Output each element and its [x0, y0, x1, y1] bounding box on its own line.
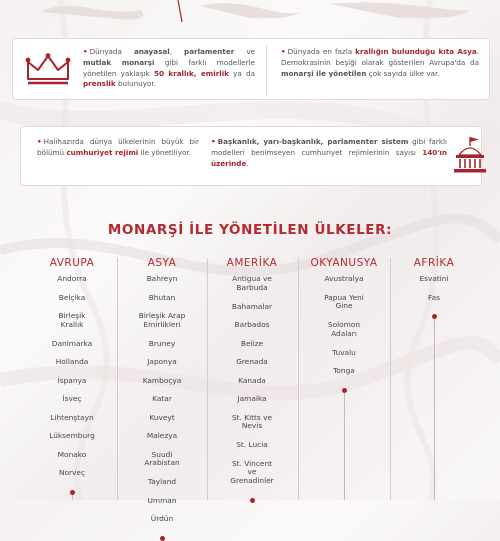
region-title: AMERİKA	[226, 257, 278, 269]
country-item: St. Kitts ve Nevis	[231, 412, 273, 430]
country-item: Barbados	[234, 320, 270, 329]
country-item: Kamboçya	[142, 375, 182, 385]
country-item: Jamaika	[237, 394, 267, 403]
country-item: Grenada	[236, 357, 268, 366]
country-item: Bahreyn	[146, 274, 178, 283]
list-end-dot	[160, 536, 165, 541]
country-item: Danimarka	[51, 338, 93, 348]
country-item: St. Lucia	[236, 440, 268, 449]
column-separator	[390, 258, 391, 500]
list-end-dot	[250, 498, 255, 503]
country-item: Katar	[152, 394, 172, 403]
region-title: AVRUPA	[49, 257, 95, 269]
country-item: Kanada	[238, 375, 266, 385]
country-item: Solomon Adaları	[327, 320, 361, 338]
region-title: AFRİKA	[413, 257, 455, 269]
country-item: Suudi Arabistan	[144, 449, 180, 467]
country-item: Tayland	[147, 477, 177, 486]
section-heading: MONARŞİ İLE YÖNETİLEN ÜLKELER:	[107, 222, 393, 238]
fact-republic-majority: • Halihazırda dünya ülkelerinin büyük bir bölümü cumhuriyet rejimi ile yönetiliyor.	[37, 137, 199, 157]
country-item: Lüksemburg	[49, 431, 95, 440]
country-item: Belçika	[58, 292, 86, 302]
fact-republic-count: • Başkanlık, yarı-başkanlık, parlamenter sistem gibi farklı modelleri benimseyen cumhuriyet rejimlerinin sayısı 140'ın üzerinde.	[211, 137, 448, 168]
fact-monarchy-count: • Dünyada anayasal, parlamenter ve mutlak monarşi gibi farklı modellerle yönetilen yaklaşık 50 krallık, emirlik ya da prenslik bulunuyor.	[83, 47, 255, 89]
country-item: Bhutan	[148, 292, 176, 302]
country-item: St. Vincent ve Grenadinler	[230, 458, 274, 485]
country-item: Monako	[57, 449, 87, 459]
country-list	[208, 275, 296, 496]
country-list	[118, 275, 206, 534]
country-item: Andorra	[57, 274, 87, 283]
country-item: Papua Yeni Gine	[324, 292, 364, 310]
country-item: Umman	[147, 495, 177, 505]
country-item: Norveç	[58, 468, 86, 477]
country-item: Belize	[240, 338, 264, 348]
country-item: Antigua ve Barbuda	[232, 274, 272, 292]
country-item: Fas	[428, 292, 440, 302]
region-title: ASYA	[147, 257, 177, 269]
country-item: Bahamalar	[231, 301, 273, 311]
card-divider	[266, 45, 267, 95]
country-item: Birleşik Krallık	[58, 311, 86, 329]
monarchy-facts-card	[12, 38, 490, 100]
crown-icon	[23, 53, 73, 87]
republic-facts-card	[20, 126, 482, 186]
country-item: İsveç	[62, 394, 82, 403]
world-map-strip	[0, 0, 500, 22]
country-item: Avustralya	[324, 274, 364, 283]
column-separator	[298, 258, 299, 500]
country-item: Ürdün	[150, 514, 174, 523]
country-item: Esvatini	[419, 274, 449, 283]
country-item: Japonya	[147, 357, 177, 366]
country-item: Hollanda	[55, 357, 89, 366]
country-item: Tuvalu	[332, 347, 356, 357]
list-tail-line	[344, 393, 345, 501]
country-item: Birleşik Arap Emirlikleri	[138, 311, 186, 329]
country-list	[300, 275, 388, 386]
fact-asia-monarchies: • Dünyada en fazla krallığın bulunduğu kıta Asya. Demokrasinin beşiği olarak gösterilen Avrupa'da da monarşi ile yönetilen çok sayıda ülke var.	[281, 47, 479, 78]
country-item: Lihtenştayn	[50, 412, 94, 422]
list-tail-line	[72, 495, 73, 501]
country-item: Kuveyt	[149, 412, 175, 422]
country-item: Bruney	[148, 338, 176, 348]
list-tail-line	[434, 319, 435, 500]
country-item: Tonga	[333, 366, 355, 375]
government-building-icon	[453, 135, 487, 175]
country-list	[28, 275, 116, 488]
region-title: OKYANUSYA	[310, 257, 378, 269]
country-item: Malezya	[146, 431, 178, 440]
country-list	[399, 275, 469, 312]
country-item: İspanya	[57, 375, 87, 385]
